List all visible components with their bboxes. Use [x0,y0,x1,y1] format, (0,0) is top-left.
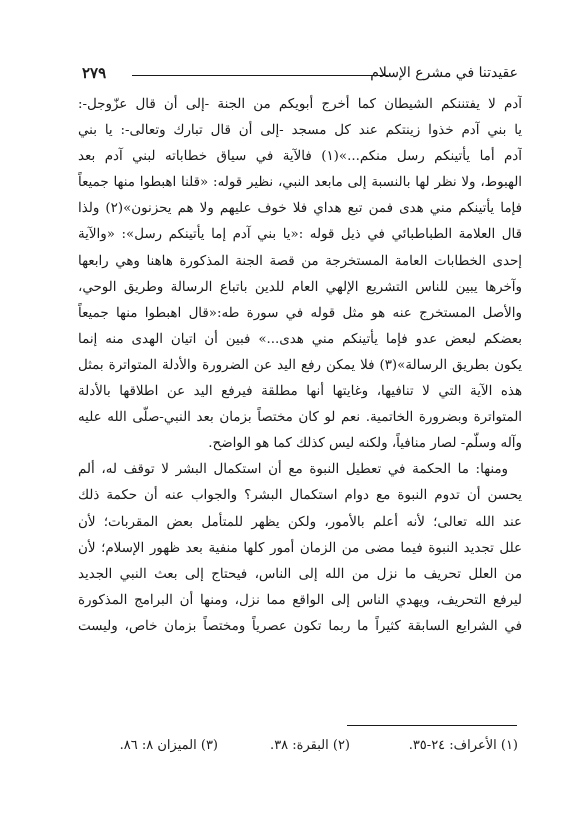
text-line: وآخرها يبين للناس التشريع الإلهي العام للدين باتباع الرسالة وطريق الوحي، [78,279,522,295]
text-line: بعضكم لبعض عدو فإما يأتينكم مني هدى...» فبين أن اتيان الهدى منه إنما [78,331,522,347]
text-line: وآله وسلّم- لصار منافياً، ولكنه ليس كذلك كما هو الواضح. [208,436,522,452]
text-line: ومنها: ما الحكمة في تعطيل النبوة مع أن استكمال البشر لا توقف له، ألم [78,462,508,478]
text-line: يحسن أن تدوم النبوة مع دوام استكمال البشر؟ والجواب عنه أن حكمة ذلك [78,488,522,504]
text-line: هذه الآية التي لا تنافيها، وغايتها أنها مطلقة فيرفع اليد عن اطلاقها بالأدلة [78,384,522,400]
text-line: يا بني آدم خذوا زينتكم عند كل مسجد -إلى أن قال تبارك وتعالى-: يا بني [78,123,522,139]
text-line: من العلل تحريف ما نزل من الله إلى الناس، فيحتاج إلى بعث النبي الجديد [78,566,522,582]
running-header [82,62,518,84]
header-rule [132,75,388,76]
body-text [78,92,522,640]
text-line: علل تجديد النبوة فيما مضى من الزمان أمور كلها منفية بعد ظهور الإسلام؛ لأن [78,540,522,556]
header-title: عقيدتنا في مشرع الإسلام [370,65,518,81]
footnote-rule [347,725,517,726]
text-line: عند الله تعالى؛ لأنه أعلم بالأمور، ولكن يظهر للمتأمل بعض المقربات؛ لأن [78,514,522,530]
footnotes [82,736,518,756]
text-line: آدم لا يفتننكم الشيطان كما أخرج أبويكم من الجنة -إلى أن قال عزّوجل-: [78,97,522,112]
text-line: ليرفع التحريف، ويهدي الناس إلى الواقع مما نزل، ومنها أن البرامج المذكورة [78,592,522,608]
footnote-1: (١) الأعراف: ٢٤-٣٥. [408,738,518,753]
text-line: يكون بطريق الرسالة»(٣) فلا يمكن رفع اليد عن الضرورة والأدلة المتواترة بمثل [78,357,522,373]
text-line: في الشرايع السابقة كثيراً ما ربما تكون عصرياً ومختصاً بزمان خاص، وليست [78,618,522,634]
text-line: والأصل المستخرج عنه هو مثل قوله في سورة طه:«قال اهبطوا منها جميعاً [78,305,522,321]
text-line: المتواترة وبضرورة الخاتمية. نعم لو كان مختصاً بزمان بعد النبي-صلّى الله عليه [78,410,522,426]
page-number: ٢٧٩ [82,64,107,82]
text-line: فإما يأتينكم مني هدى فمن تبع هداي فلا خوف عليهم ولا هم يحزنون»(٢) ولذا [78,201,522,217]
text-line: قال العلامة الطباطبائي في ذيل قوله :«يا بني آدم إما يأتينكم رسل»: «والآية [78,227,522,243]
text-line: آدم أما يأتينكم رسل منكم...»(١) فالآية في سياق خطاباته لبني آدم بعد [78,149,522,165]
footnote-2: (٢) البقرة: ٣٨. [270,738,350,753]
text-line: إحدى الخطابات العامة المستخرجة من قصة الجنة المذكورة هاهنا وهي رابعها [78,253,522,269]
footnote-3: (٣) الميزان ٨: ٨٦. [119,738,218,753]
text-line: الهبوط، ولا نظر لها بالنسبة إلى مابعد النبي، نظير قوله: «قلنا اهبطوا منها جميعاً [78,175,522,191]
